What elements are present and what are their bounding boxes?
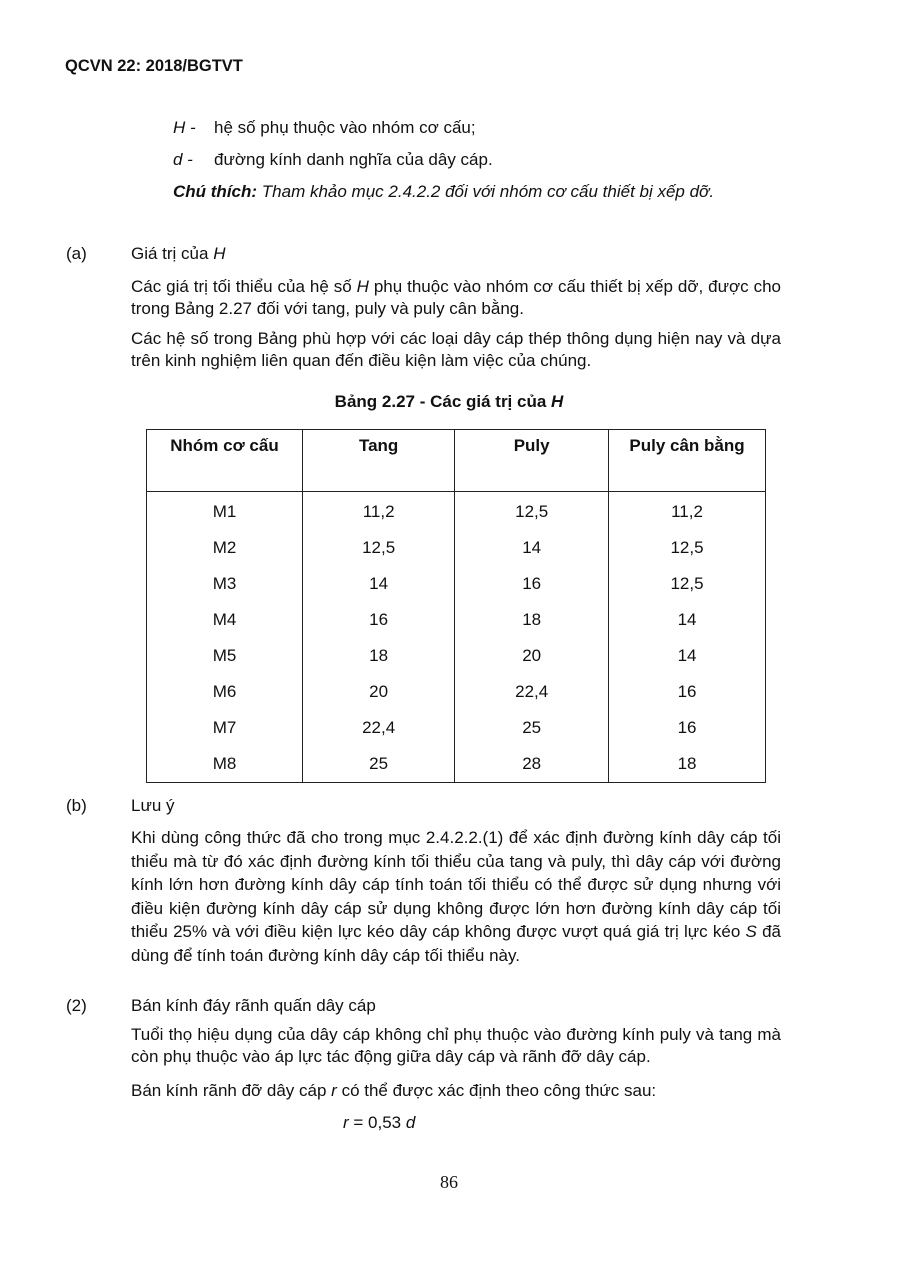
para-text: đã dùng để tính toán đường kính dây cáp tối thiểu này. xyxy=(131,922,782,965)
table-cell: M1 xyxy=(147,492,303,531)
table-row xyxy=(147,674,766,710)
table-cell: 16 xyxy=(609,674,766,710)
section-a-paragraph-1 xyxy=(131,276,781,320)
table-row xyxy=(147,710,766,746)
para-text: Khi dùng công thức đã cho trong mục 2.4.2.2.(1) để xác định đường kính dây cáp tối thiểu mà từ đó xác định đường kính tối thiểu của tang và puly, thì dây cáp với đường kính lớn hơn đường kính dây cáp tính toán tối thiểu có thể được sử dụng nhưng với điều kiện đường kính dây cáp sử dụng không được lớn hơn đường kính dây cáp tối thiểu 25% và với điều kiện lực kéo dây cáp không được vượt quá giá trị lực kéo xyxy=(131,828,781,941)
page-number: 86 xyxy=(440,1172,458,1192)
table-cell: 16 xyxy=(303,602,455,638)
table-cell: 11,2 xyxy=(609,492,766,531)
table-row xyxy=(147,602,766,638)
para-text: Bán kính rãnh đỡ dây cáp xyxy=(131,1081,332,1100)
para-symbol: H xyxy=(356,277,369,296)
table-caption xyxy=(0,391,898,413)
table-cell: 14 xyxy=(609,638,766,674)
formula-symbol: r xyxy=(343,1113,349,1132)
table-cell: 20 xyxy=(455,638,609,674)
table-cell: 12,5 xyxy=(609,530,766,566)
table-cell: M3 xyxy=(147,566,303,602)
column-header: Puly cân bằng xyxy=(609,430,766,492)
table-cell: 25 xyxy=(455,710,609,746)
section-2-paragraph-2 xyxy=(131,1080,656,1102)
table-cell: M6 xyxy=(147,674,303,710)
table-cell: 18 xyxy=(455,602,609,638)
definition-symbol: d - xyxy=(173,150,193,169)
para-symbol: S xyxy=(745,922,757,941)
table-row xyxy=(147,492,766,531)
table-cell: 18 xyxy=(303,638,455,674)
formula-text: = 0,53 xyxy=(348,1113,406,1132)
table-cell: 25 xyxy=(303,746,455,783)
table-cell: 18 xyxy=(609,746,766,783)
definition-symbol: H - xyxy=(173,118,196,137)
table-cell: 16 xyxy=(609,710,766,746)
table-cell: 22,4 xyxy=(455,674,609,710)
values-table xyxy=(146,429,766,783)
table-row xyxy=(147,530,766,566)
para-text: có thể được xác định theo công thức sau: xyxy=(336,1081,657,1100)
section-b-paragraph xyxy=(131,826,781,967)
section-a-title-symbol: H xyxy=(213,244,226,263)
section-2-marker: (2) xyxy=(66,996,87,1015)
para-symbol: r xyxy=(331,1081,337,1100)
table-row xyxy=(147,566,766,602)
table-cell: M7 xyxy=(147,710,303,746)
table-cell: 22,4 xyxy=(303,710,455,746)
note xyxy=(173,181,714,203)
table-cell: 11,2 xyxy=(303,492,455,531)
note-text: Tham khảo mục 2.4.2.2 đối với nhóm cơ cấu thiết bị xếp dỡ. xyxy=(261,182,715,201)
table-cell: 12,5 xyxy=(455,492,609,531)
definition-h xyxy=(173,117,476,139)
section-a-title xyxy=(131,243,225,265)
table-cell: 14 xyxy=(609,602,766,638)
section-b-title: Lưu ý xyxy=(131,796,175,815)
note-label: Chú thích: xyxy=(173,182,258,201)
table-cell: M2 xyxy=(147,530,303,566)
section-2-paragraph-1: Tuổi thọ hiệu dụng của dây cáp không chỉ phụ thuộc vào đường kính puly và tang mà còn phụ thuộc vào áp lực tác động giữa dây cáp và rãnh đỡ dây cáp. xyxy=(131,1025,781,1066)
section-a-paragraph-2: Các hệ số trong Bảng phù hợp với các loại dây cáp thép thông dụng hiện nay và dựa trên kinh nghiệm liên quan đến điều kiện làm việc của chúng. xyxy=(131,329,781,370)
definition-d xyxy=(173,149,493,171)
section-b-marker: (b) xyxy=(66,796,87,815)
table-cell: 12,5 xyxy=(303,530,455,566)
formula-symbol: d xyxy=(405,1113,416,1132)
column-header: Puly xyxy=(455,430,609,492)
table-cell: 12,5 xyxy=(609,566,766,602)
para-text: phụ thuộc vào nhóm cơ cấu thiết bị xếp dỡ, được cho trong Bảng 2.27 đối với tang, puly và puly cân bằng. xyxy=(131,277,781,318)
definition-text: đường kính danh nghĩa của dây cáp. xyxy=(214,150,493,169)
para-text: Các giá trị tối thiểu của hệ số xyxy=(131,277,357,296)
table-cell: M5 xyxy=(147,638,303,674)
table-cell: 16 xyxy=(455,566,609,602)
table-cell: M4 xyxy=(147,602,303,638)
column-header: Tang xyxy=(303,430,455,492)
table-row xyxy=(147,638,766,674)
table-header-row xyxy=(147,430,766,492)
table-cell: 28 xyxy=(455,746,609,783)
definition-text: hệ số phụ thuộc vào nhóm cơ cấu; xyxy=(214,118,476,137)
formula xyxy=(343,1112,415,1134)
table-cell: 20 xyxy=(303,674,455,710)
table-row xyxy=(147,746,766,783)
table-body xyxy=(147,492,766,783)
caption-text: Bảng 2.27 - Các giá trị của xyxy=(334,392,552,411)
table-cell: M8 xyxy=(147,746,303,783)
section-2-title: Bán kính đáy rãnh quấn dây cáp xyxy=(131,996,376,1015)
document-header: QCVN 22: 2018/BGTVT xyxy=(65,57,243,75)
table-cell: 14 xyxy=(455,530,609,566)
table-cell: 14 xyxy=(303,566,455,602)
section-a-marker: (a) xyxy=(66,244,87,263)
section-a-title-text: Giá trị của xyxy=(131,244,214,263)
caption-symbol: H xyxy=(551,392,564,411)
column-header: Nhóm cơ cấu xyxy=(147,430,303,492)
